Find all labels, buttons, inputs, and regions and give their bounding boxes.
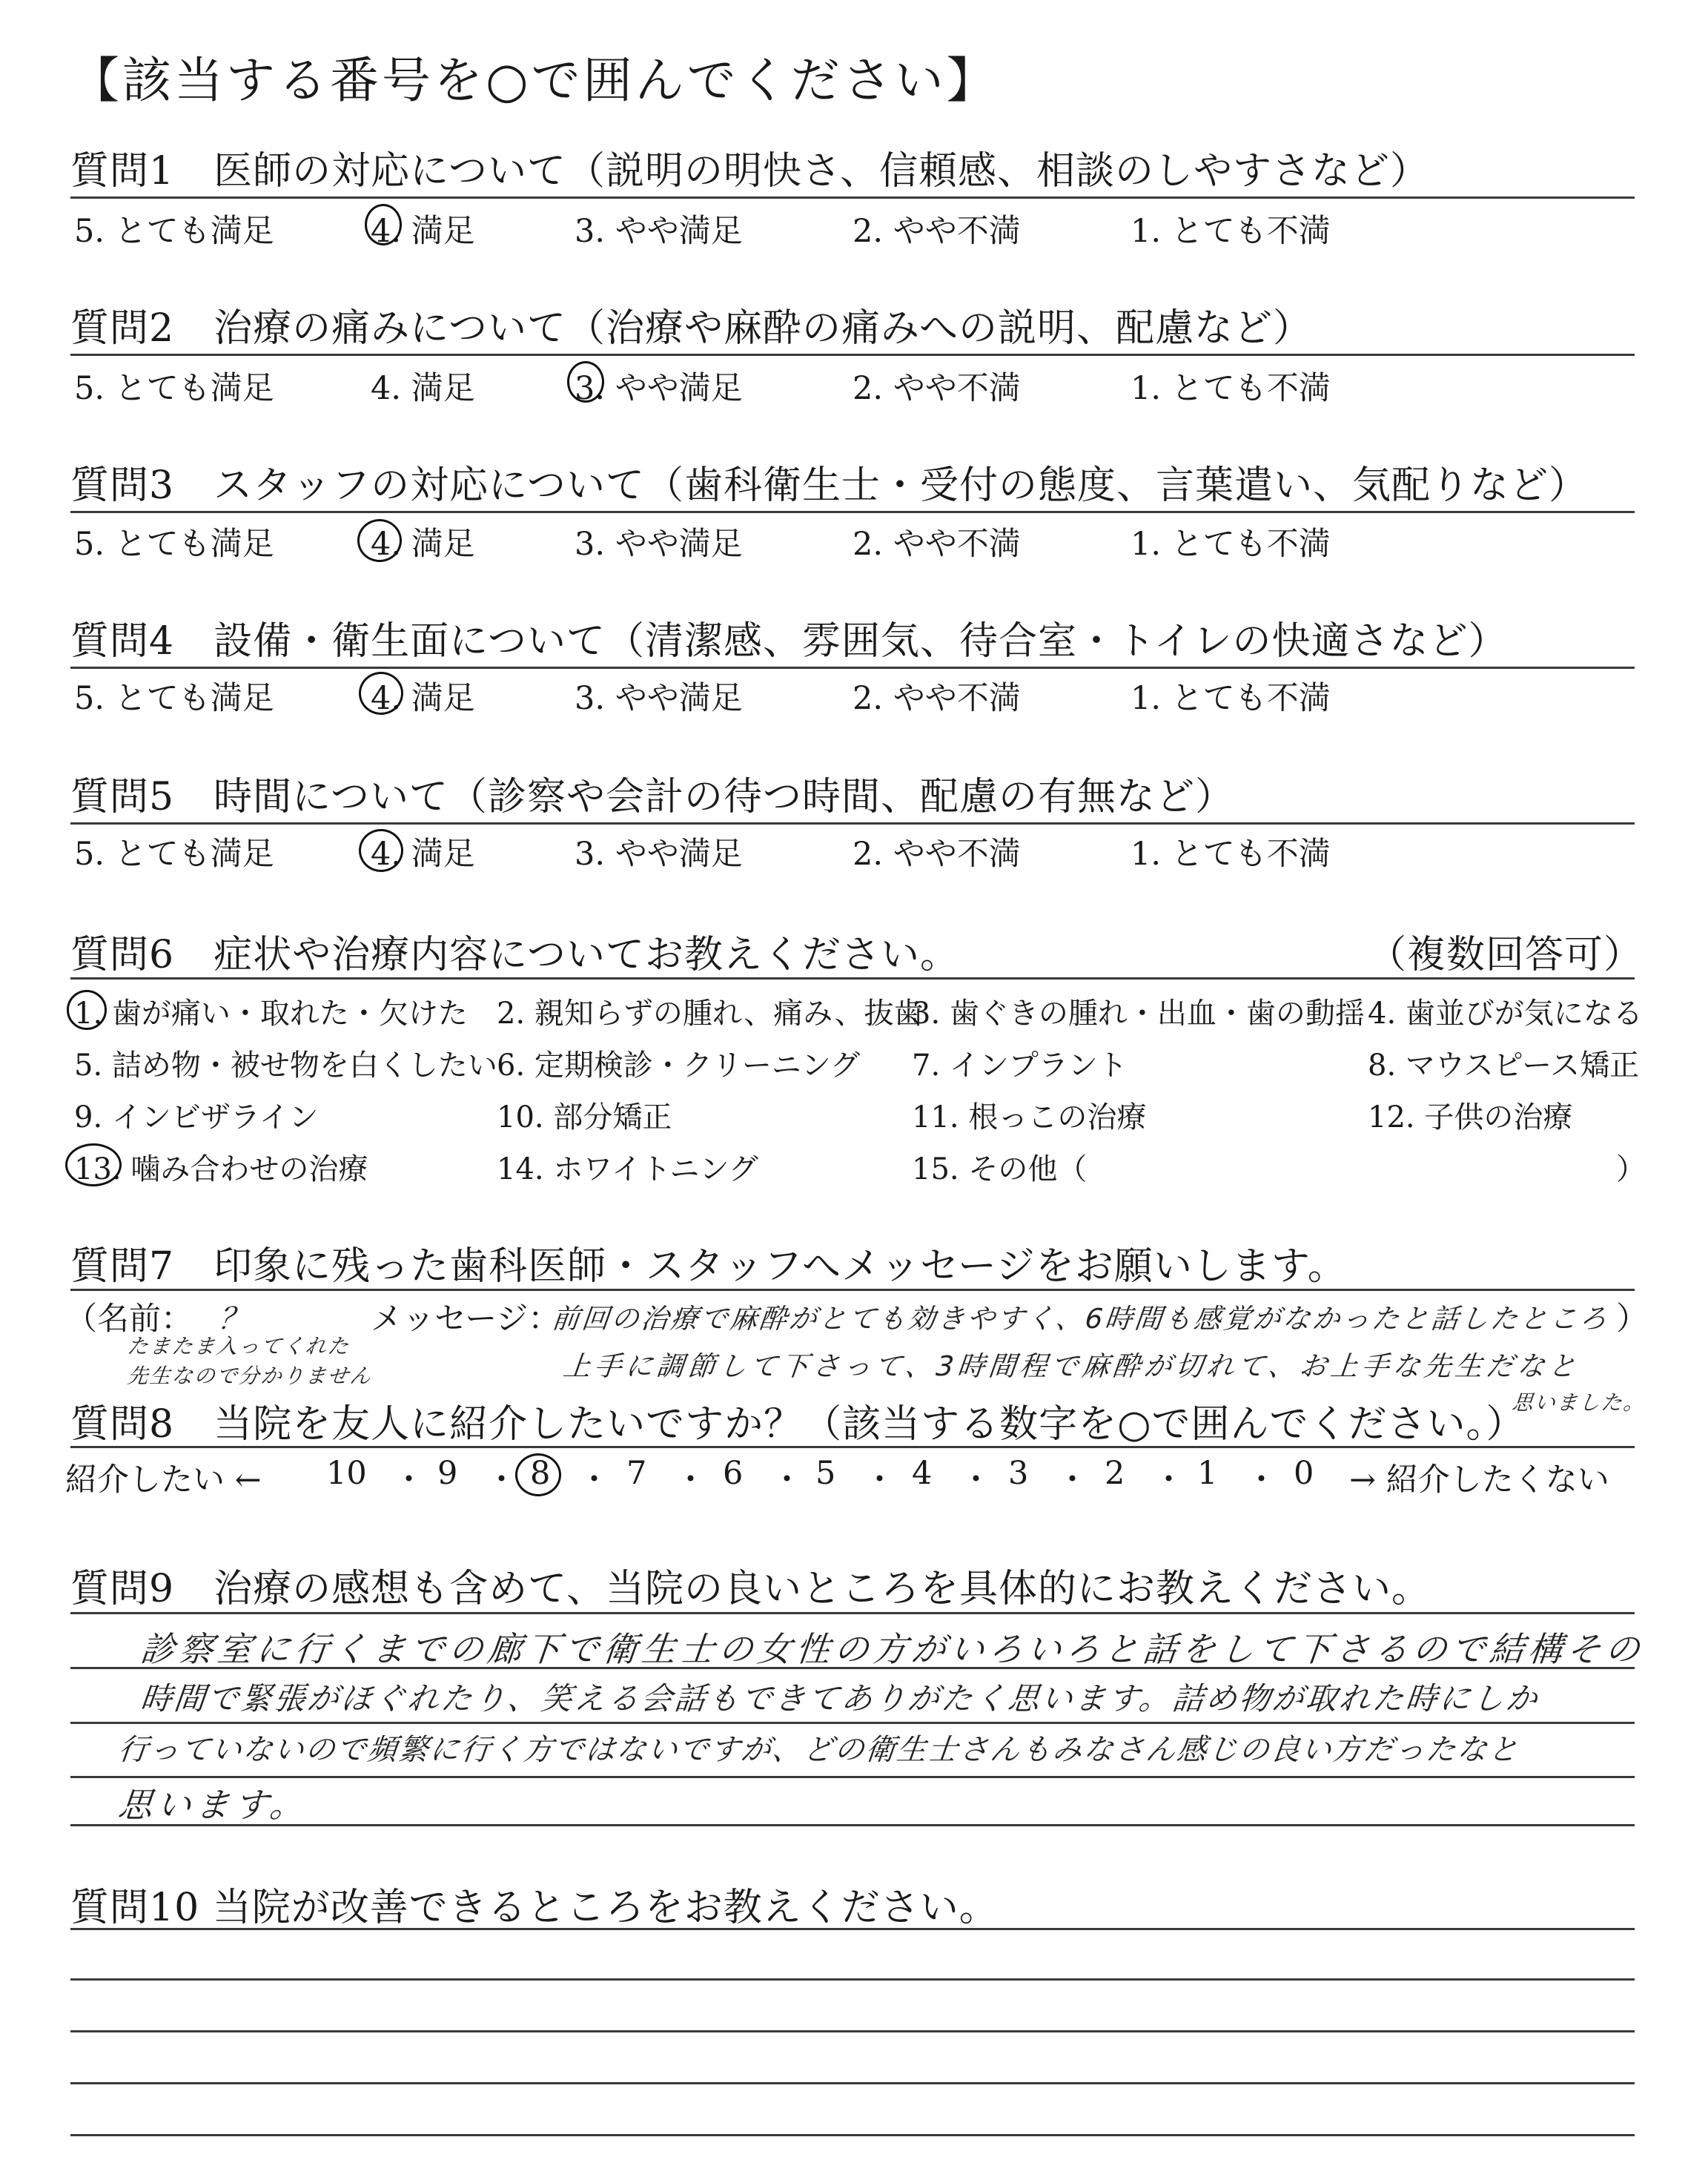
q5-selected-circle bbox=[359, 829, 403, 872]
q8-dot: ・ bbox=[486, 1462, 517, 1499]
q8-number-8[interactable]: 8 bbox=[530, 1455, 551, 1492]
q8-dot: ・ bbox=[393, 1462, 425, 1499]
q5-option-3[interactable]: 3. やや満足 bbox=[575, 836, 743, 873]
q10-line-2 bbox=[70, 1978, 1635, 1981]
q1-option-5[interactable]: 5. とても満足 bbox=[74, 213, 274, 250]
q8-dot: ・ bbox=[1153, 1462, 1185, 1499]
q4-selected-circle bbox=[359, 672, 403, 715]
question-2-heading: 質問2 治療の痛みについて（治療や麻酔の痛みへの説明、配慮など） bbox=[70, 306, 1313, 351]
q2-option-1[interactable]: 1. とても不満 bbox=[1131, 370, 1331, 407]
q6-item-4[interactable]: 4. 歯並びが気になる bbox=[1368, 997, 1643, 1031]
q8-number-4[interactable]: 4 bbox=[912, 1455, 933, 1492]
question-7-heading: 質問7 印象に残った歯科医師・スタッフへメッセージをお願いします。 bbox=[70, 1244, 1347, 1289]
q8-number-3[interactable]: 3 bbox=[1008, 1455, 1029, 1492]
q6-item-5[interactable]: 5. 詰め物・被せ物を白くしたい bbox=[74, 1048, 497, 1083]
q6-item-2[interactable]: 2. 親知らずの腫れ、痛み、抜歯 bbox=[497, 997, 924, 1031]
q6-item-10[interactable]: 10. 部分矯正 bbox=[497, 1100, 672, 1135]
q6-item-14[interactable]: 14. ホワイトニング bbox=[497, 1152, 758, 1186]
q10-line-3 bbox=[70, 2030, 1635, 2032]
q8-number-1[interactable]: 1 bbox=[1197, 1455, 1218, 1492]
q5-option-4[interactable]: 4. 満足 bbox=[371, 836, 475, 873]
q8-dot: ・ bbox=[675, 1462, 706, 1499]
q9-answer-line-3: 行っていないので頻繁に行く方ではないですが、どの衛生士さんもみなさん感じの良い方だったなと bbox=[116, 1733, 1522, 1767]
q4-option-3[interactable]: 3. やや満足 bbox=[575, 680, 743, 717]
q6-item-1-circle bbox=[67, 990, 107, 1030]
question-4-rule bbox=[70, 667, 1635, 669]
question-4-heading: 質問4 設備・衛生面について（清潔感、雰囲気、待合室・トイレの快適さなど） bbox=[70, 619, 1508, 664]
q5-option-1[interactable]: 1. とても不満 bbox=[1131, 836, 1331, 873]
q5-option-5[interactable]: 5. とても満足 bbox=[74, 836, 274, 873]
question-3-heading: 質問3 スタッフの対応について（歯科衛生士・受付の態度、言葉遣い、気配りなど） bbox=[70, 463, 1589, 508]
q7-name-note-2: 先生なので分かりません bbox=[126, 1364, 374, 1388]
q1-option-3[interactable]: 3. やや満足 bbox=[575, 213, 743, 250]
q6-item-13-circle bbox=[65, 1143, 122, 1186]
q10-line-5 bbox=[70, 2134, 1635, 2136]
q8-number-6[interactable]: 6 bbox=[723, 1455, 744, 1492]
q7-message-line-3: 思いました。 bbox=[1511, 1390, 1647, 1415]
q8-number-5[interactable]: 5 bbox=[815, 1455, 836, 1492]
q6-item-12[interactable]: 12. 子供の治療 bbox=[1368, 1100, 1573, 1135]
q1-option-4[interactable]: 4. 満足 bbox=[371, 213, 475, 250]
q7-close-paren: ） bbox=[1616, 1301, 1648, 1338]
q8-selected-circle bbox=[515, 1453, 561, 1496]
q8-dot: ・ bbox=[1056, 1462, 1088, 1499]
q8-number-0[interactable]: 0 bbox=[1294, 1455, 1314, 1492]
q10-line-4 bbox=[70, 2082, 1635, 2084]
q9-line-1 bbox=[70, 1612, 1635, 1614]
q7-message-label: メッセージ： bbox=[371, 1301, 560, 1338]
q1-option-2[interactable]: 2. やや不満 bbox=[853, 213, 1021, 250]
q3-option-5[interactable]: 5. とても満足 bbox=[74, 526, 274, 563]
q4-option-4[interactable]: 4. 満足 bbox=[371, 680, 475, 717]
q2-option-3[interactable]: 3. やや満足 bbox=[575, 370, 743, 407]
q2-option-5[interactable]: 5. とても満足 bbox=[74, 370, 274, 407]
q8-number-7[interactable]: 7 bbox=[626, 1455, 647, 1492]
q9-line-2 bbox=[70, 1667, 1635, 1669]
q6-item-13[interactable]: 13. 噛み合わせの治療 bbox=[74, 1152, 368, 1186]
q7-message-line-1: 前回の治療で麻酔がとても効きやすく、6時間も感覚がなかったと話したところ bbox=[550, 1303, 1611, 1335]
q4-option-1[interactable]: 1. とても不満 bbox=[1131, 680, 1331, 717]
q5-option-2[interactable]: 2. やや不満 bbox=[853, 836, 1021, 873]
q1-option-1[interactable]: 1. とても不満 bbox=[1131, 213, 1331, 250]
q8-number-2[interactable]: 2 bbox=[1105, 1455, 1125, 1492]
q3-option-3[interactable]: 3. やや満足 bbox=[575, 526, 743, 563]
q6-item-15-close: ） bbox=[1616, 1152, 1646, 1186]
q8-number-10[interactable]: 10 bbox=[326, 1455, 367, 1492]
q6-item-15[interactable]: 15. その他（ bbox=[912, 1152, 1088, 1186]
question-1-rule bbox=[70, 196, 1635, 199]
q4-option-2[interactable]: 2. やや不満 bbox=[853, 680, 1021, 717]
q9-answer-line-4: 思います。 bbox=[116, 1785, 311, 1825]
q8-number-9[interactable]: 9 bbox=[437, 1455, 458, 1492]
q3-option-1[interactable]: 1. とても不満 bbox=[1131, 526, 1331, 563]
q3-option-2[interactable]: 2. やや不満 bbox=[853, 526, 1021, 563]
q6-item-7[interactable]: 7. インプラント bbox=[912, 1048, 1128, 1083]
q7-name-label: （名前： bbox=[65, 1301, 193, 1338]
form-title: 【該当する番号を○で囲んでください】 bbox=[70, 52, 999, 109]
question-8-rule bbox=[70, 1446, 1635, 1448]
q3-selected-circle bbox=[357, 519, 402, 562]
q8-left-label: 紹介したい ← bbox=[65, 1462, 262, 1499]
q6-item-6[interactable]: 6. 定期検診・クリーニング bbox=[497, 1048, 861, 1083]
q6-item-11[interactable]: 11. 根っこの治療 bbox=[912, 1100, 1147, 1135]
question-6-note: （複数回答可） bbox=[1368, 933, 1644, 977]
question-9-heading: 質問9 治療の感想も含めて、当院の良いところを具体的にお教えください。 bbox=[70, 1567, 1431, 1611]
q9-line-5 bbox=[70, 1824, 1635, 1826]
q9-line-3 bbox=[70, 1722, 1635, 1724]
question-10-heading: 質問10 当院が改善できるところをお教えください。 bbox=[70, 1886, 999, 1930]
q9-answer-line-2: 時間で緊張がほぐれたり、笑える会話もできてありがたく思います。詰め物が取れた時にしか bbox=[139, 1680, 1541, 1717]
question-2-rule bbox=[70, 354, 1635, 356]
question-6-rule bbox=[70, 977, 1635, 980]
question-3-rule bbox=[70, 511, 1635, 513]
question-5-heading: 質問5 時間について（診察や会計の待つ時間、配慮の有無など） bbox=[70, 775, 1235, 819]
q4-option-5[interactable]: 5. とても満足 bbox=[74, 680, 274, 717]
q10-line-1 bbox=[70, 1928, 1635, 1930]
q6-item-9[interactable]: 9. インビザライン bbox=[74, 1100, 319, 1135]
question-1-heading: 質問1 医師の対応について（説明の明快さ、信頼感、相談のしやすさなど） bbox=[70, 149, 1429, 194]
q7-name-value: ？ bbox=[216, 1302, 254, 1336]
q2-option-2[interactable]: 2. やや不満 bbox=[853, 370, 1021, 407]
question-5-rule bbox=[70, 822, 1635, 825]
q7-message-line-2: 上手に調節して下さって、3時間程で麻酔が切れて、お上手な先生だなと bbox=[561, 1350, 1581, 1382]
q7-name-note-1: たまたま入ってくれた bbox=[126, 1334, 351, 1358]
q8-right-label: → 紹介したくない bbox=[1349, 1462, 1609, 1499]
question-6-heading: 質問6 症状や治療内容についてお教えください。 bbox=[70, 933, 960, 977]
q8-dot: ・ bbox=[864, 1462, 896, 1499]
q8-dot: ・ bbox=[771, 1462, 803, 1499]
q1-selected-circle bbox=[365, 204, 402, 245]
q8-dot: ・ bbox=[578, 1462, 610, 1499]
q9-answer-line-1: 診察室に行くまでの廊下で衛生士の女性の方がいろいろと話をして下さるので結構その bbox=[138, 1629, 1646, 1669]
q2-selected-circle bbox=[567, 361, 604, 403]
q8-dot: ・ bbox=[960, 1462, 992, 1499]
q6-item-3[interactable]: 3. 歯ぐきの腫れ・出血・歯の動揺 bbox=[912, 997, 1365, 1031]
q8-dot: ・ bbox=[1245, 1462, 1277, 1499]
q3-option-4[interactable]: 4. 満足 bbox=[371, 526, 475, 563]
q2-option-4[interactable]: 4. 満足 bbox=[371, 370, 475, 407]
question-8-heading: 質問8 当院を友人に紹介したいですか？（該当する数字を○で囲んでください。） bbox=[70, 1402, 1526, 1447]
q6-item-8[interactable]: 8. マウスピース矯正 bbox=[1368, 1048, 1640, 1083]
q6-item-1[interactable]: 1. 歯が痛い・取れた・欠けた bbox=[74, 997, 468, 1031]
question-7-rule bbox=[70, 1289, 1635, 1291]
